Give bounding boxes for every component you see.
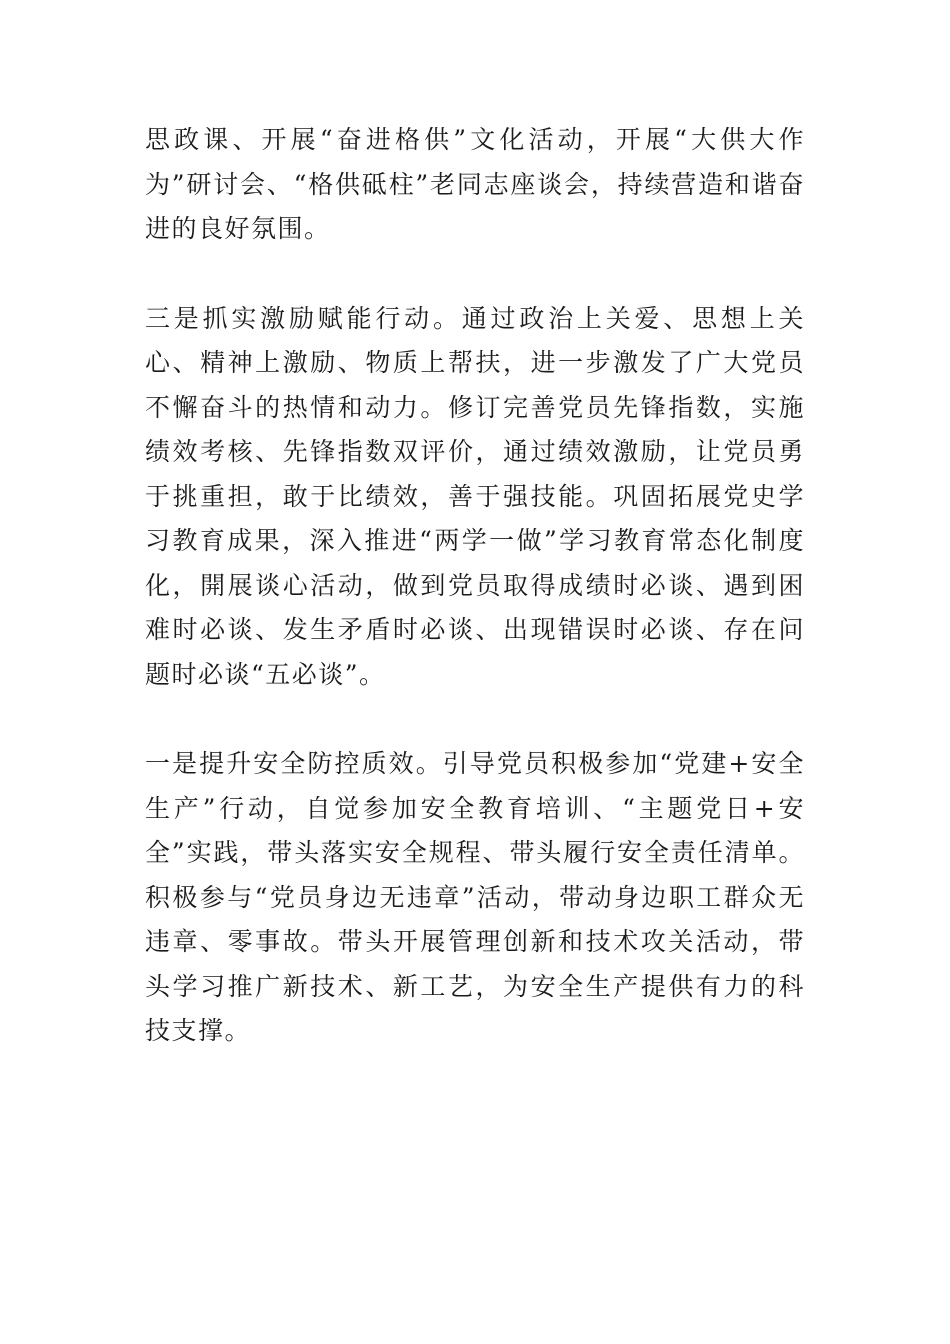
paragraph-2: 三是抓实激励赋能行动。通过政治上关爱、思想上关心、精神上激励、物质上帮扶，进一步激发了广大党员不懈奋斗的热情和动力。修订完善党员先锋指数，实施绩效考核、先锋指数双评价，通过绩效激励，让党员勇于挑重担，敢于比绩效，善于强技能。巩固拓展党史学习教育成果，深入推进“两学一做”学习教育常态化制度化，開展谈心活动，做到党员取得成绩时必谈、遇到困难时必谈、发生矛盾时必谈、出现错误时必谈、存在问题时必谈“五必谈”。 — [145, 303, 805, 689]
document-body — [145, 118, 805, 1054]
paragraph-1: 思政课、开展“奋进格供”文化活动，开展“大供大作为”研讨会、“格供砥柱”老同志座谈会，持续营造和谐奋进的良好氛围。 — [145, 125, 805, 243]
paragraph-3: 一是提升安全防控质效。引导党员积极参加“党建+安全生产”行动，自觉参加安全教育培训、“主题党日+安全”实践，带头落实安全规程、带头履行安全责任清单。积极参与“党员身边无违章”活动，带动身边职工群众无违章、零事故。带头开展管理创新和技术攻关活动，带头学习推广新技术、新工艺，为安全生产提供有力的科技支撑。 — [145, 749, 805, 1045]
